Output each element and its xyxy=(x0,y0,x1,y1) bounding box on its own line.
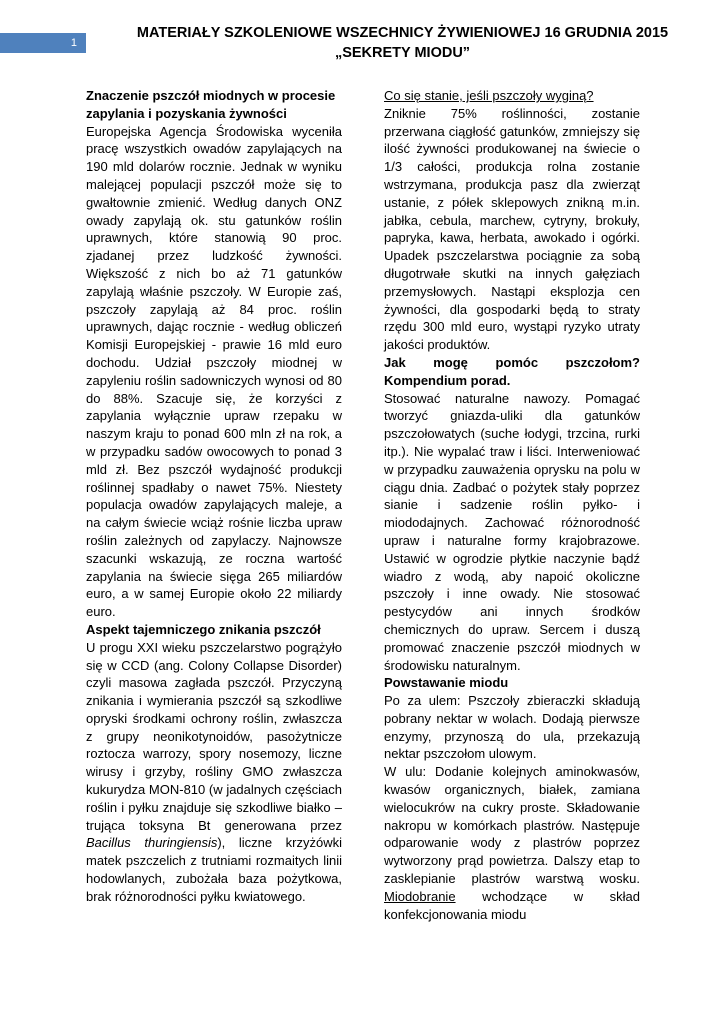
paragraph-consequences: Zniknie 75% roślinności, zostanie przerwana ciągłość gatunków, zmniejszy się ilość żywności produkowanej na świecie o 1/3 całości, produkcja rolna zostanie wstrzymana, produkcja pasz dla zwierząt ustanie, z półek sklepowych znikną m.in. jabłka, cebula, marchew, cytryny, brokuły, papryka, kawa, herbata, awokado i ogórki. Upadek pszczelarstwa pociągnie za sobą długotrwałe skutki na innych gałęziach przemysłowych. Nastąpi eksplozja cen żywności, dla gospodarki będą to straty rzędu 300 mld euro, wystąpi ryzyko utraty jakości produktów. xyxy=(384,105,640,353)
paragraph-text: W ulu: Dodanie kolejnych aminokwasów, kwasów organicznych, białek, zamiana wielocukrów na cukry proste. Składowanie nakropu w komórkach plastrów. Następuje odparowanie wody z plastrów poprzez wytworzony prąd powietrza. Dalszy etap to zasklepianie plastrów warstwą wosku. xyxy=(384,764,640,887)
question-heading: Co się stanie, jeśli pszczoły wyginą? xyxy=(384,88,594,103)
paragraph-advice: Stosować naturalne nawozy. Pomagać tworzyć gniazda-uliki dla gatunków pszczołowatych (suche łodygi, trzcina, rurki itp.). Nie wypalać traw i liści. Interweniować w przypadku zauważenia oprysku na polu w ciągu dnia. Zadbać o pożytek stały poprzez sianie i sadzenie roślin pyłko- i miododajnych. Zachować różnorodność upraw i naturalne formy krajobrazowe. Ustawić w ogrodzie płytkie naczynie bądź wiadro z wodą, aby napoić okoliczne pszczoły i inne owady. Nie stosować pestycydów ani innych środków chemicznych do upraw. Sercem i duszą promować znaczenie pszczół miodnych w środowisku naturalnym. xyxy=(384,390,640,673)
document-header xyxy=(90,23,715,63)
header-subtitle-line: „SEKRETY MIODU” xyxy=(334,45,471,61)
section-heading-disappearance: Aspekt tajemniczego znikania pszczół xyxy=(86,621,321,637)
species-name-italic: Bacillus thuringiensis xyxy=(86,835,218,851)
page-number-tab: 1 xyxy=(0,33,86,53)
right-column xyxy=(384,87,640,923)
section-heading-honey-formation: Powstawanie miodu xyxy=(384,675,509,691)
paragraph-inside-hive xyxy=(384,763,640,923)
paragraph-outside-hive: Po za ulem: Pszczoły zbieraczki składują pobrany nektar w wolach. Dodają pierwsze enzymy, przynoszą do ula, przekazują nektar pszczołom ulowym. xyxy=(384,693,640,762)
header-title-line: MATERIAŁY SZKOLENIOWE WSZECHNICY ŻYWIENIOWEJ 16 GRUDNIA 2015 xyxy=(136,25,669,41)
section-heading-pollination: Znaczenie pszczół miodnych w procesie zapylania i pozyskania żywności xyxy=(86,88,336,121)
paragraph-text: wchodzące w skład konfekcjonowania miodu xyxy=(384,888,640,922)
link-miodobranie[interactable]: Miodobranie xyxy=(384,888,456,904)
paragraph-text: ), liczne krzyżówki matek pszczelich z trutniami rozmaitych linii hodowlanych, zubożała baza pożytkowa, brak różnorodności pyłku kwiatowego. xyxy=(86,835,342,904)
paragraph-disappearance xyxy=(86,639,342,906)
section-heading-help: Jak mogę pomóc pszczołom? Kompendium porad. xyxy=(384,354,640,388)
left-column xyxy=(86,87,342,906)
paragraph-pollination: Europejska Agencja Środowiska wyceniła pracę wszystkich owadów zapylających na 190 mld dolarów rocznie. Jednak w wyniku malejącej populacji pszczół może się to gwałtownie zmienić. Według danych ONZ owady zapylają ok. stu gatunków roślin uprawnych, które stanowią 90 proc. zjadanej przez ludzkość żywności. Większość z nich bo aż 71 gatunków zapylają właśnie pszczoły. W Europie zaś, pszczoły zapylają aż 84 proc. roślin uprawnych, dając rocznie - według obliczeń Komisji Europejskiej - prawie 16 mld euro dochodu. Udział pszczoły miodnej w zapyleniu roślin sadowniczych wynosi od 80 do 88%. Szacuje się, że korzyści z zapylania wyłącznie upraw rzepaku w naszym kraju to ponad 600 mln zł na rok, a w przypadku sadów owocowych to ponad 3 mld zł. Bez pszczół wydajność produkcji roślinnej spadłaby o nawet 75%. Niestety populacja owadów zapylających maleje, a na całym świecie wciąż rośnie liczba upraw roślin zależnych od zapylaczy. Najnowsze szacunki wskazują, ze roczna wartość zapylania na świecie sięga 265 miliardów euro, a w samej Europie około 22 miliardy euro. xyxy=(86,123,342,620)
paragraph-text: U progu XXI wieku pszczelarstwo pogrążyło się w CCD (ang. Colony Collapse Disorder) czyli masowa zagłada pszczół. Przyczyną znikania i wymierania pszczół są szkodliwe opryski środkami ochrony roślin, zwłaszcza z grupy neonikotynoidów, pasożytnicze roztocza warrozy, spory nosemozy, liczne wirusy i grzyby, rośliny GMO zwłaszcza kukurydza MON-810 (w jadalnych częściach roślin i pyłku znajduje się szkodliwe białko – trująca toksyna Bt generowana przez xyxy=(86,639,342,833)
